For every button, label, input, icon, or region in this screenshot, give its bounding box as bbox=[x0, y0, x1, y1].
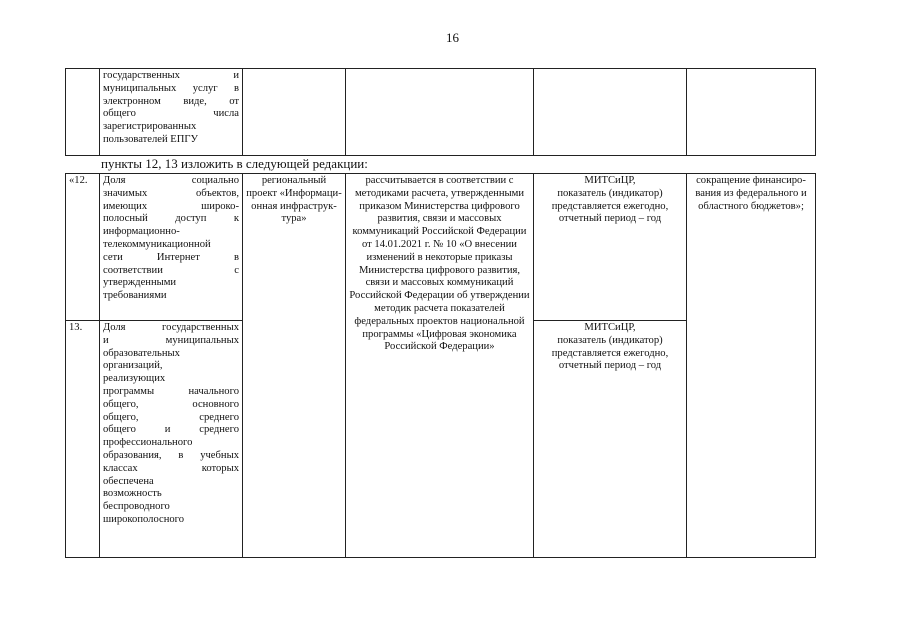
text-line: широкополосного bbox=[103, 513, 185, 525]
text-line: Доля социально bbox=[103, 175, 239, 186]
project-cell: региональный проект «Информаци-онная инфраструк-тура» bbox=[243, 174, 346, 558]
text-line: общего, среднего bbox=[103, 411, 239, 423]
table-continuation bbox=[65, 68, 816, 156]
text-line: общего числа bbox=[103, 108, 239, 120]
text-line: организаций, bbox=[103, 360, 163, 372]
text-line: информационно- bbox=[103, 226, 180, 238]
text-line: классах которых bbox=[103, 462, 239, 474]
text-line: требованиями bbox=[103, 290, 167, 302]
text-line: и муниципальных bbox=[103, 334, 239, 346]
text-line: значимых объектов, bbox=[103, 187, 239, 199]
text-line: утвержденными bbox=[103, 277, 177, 289]
frequency-text: показатель (индикатор) представляется ежегодно, отчетный период – год bbox=[551, 187, 669, 225]
responsible-org: МИТСиЦР, bbox=[584, 322, 636, 333]
cell-indicator bbox=[100, 69, 243, 156]
indicator-cell bbox=[100, 174, 243, 321]
text-line: реализующих bbox=[103, 373, 166, 385]
text-line: полосный доступ к bbox=[103, 213, 239, 225]
text-line: государственных и bbox=[103, 70, 239, 81]
text-line: имеющих широко- bbox=[103, 200, 239, 212]
text-line: сети Интернет в bbox=[103, 251, 239, 263]
indicators-table bbox=[65, 173, 816, 558]
row-number: «12. bbox=[66, 174, 100, 321]
cell-number bbox=[66, 69, 100, 156]
note-cell: сокращение финансиро-вания из федерального и областного бюджетов»; bbox=[687, 174, 816, 558]
indicator-cell bbox=[100, 321, 243, 558]
page-number: 16 bbox=[446, 30, 459, 45]
text-line: возможность bbox=[103, 488, 162, 500]
text-line: беспроводного bbox=[103, 501, 170, 513]
text-line: пользователей ЕПГУ bbox=[103, 133, 199, 145]
cell-note bbox=[687, 69, 816, 156]
frequency-text: показатель (индикатор) представляется ежегодно, отчетный период – год bbox=[551, 334, 669, 372]
cell-responsible bbox=[534, 69, 687, 156]
text-line: муниципальных услуг в bbox=[103, 82, 239, 94]
table-row bbox=[66, 174, 816, 321]
responsible-cell bbox=[534, 174, 687, 321]
text-line: обеспечена bbox=[103, 475, 154, 487]
text-line: телекоммуникационной bbox=[103, 238, 211, 250]
text-line: соответствии с bbox=[103, 264, 239, 276]
text-line: электронном виде, от bbox=[103, 95, 239, 107]
cell-method bbox=[346, 69, 534, 156]
text-line: программы начального bbox=[103, 385, 239, 397]
text-line: образовательных bbox=[103, 347, 180, 359]
responsible-cell bbox=[534, 321, 687, 558]
method-cell: рассчитывается в соответствии с методиками расчета, утвержденными приказом Министерства цифрового развития, связи и массовых коммуникаций Российской Федерации от 14.01.2021 г. № 10 «О внесении изменений в некоторые приказы Министерства цифрового развития, связи и массовых коммуникаций Российской Федерации об утверждении методик расчета показателей федеральных проектов национальной программы «Цифровая экономика Российской Федерации» bbox=[346, 174, 534, 558]
amendment-instruction: пункты 12, 13 изложить в следующей редакции: bbox=[101, 156, 368, 171]
row-number: 13. bbox=[66, 321, 100, 558]
text-line: Доля государственных bbox=[103, 322, 239, 333]
text-line: образования, в учебных bbox=[103, 449, 239, 461]
responsible-org: МИТСиЦР, bbox=[584, 175, 636, 186]
text-line: зарегистрированных bbox=[103, 121, 197, 133]
table-row bbox=[66, 69, 816, 156]
text-line: профессионального bbox=[103, 437, 193, 449]
cell-project bbox=[243, 69, 346, 156]
text-line: общего, основного bbox=[103, 398, 239, 410]
text-line: общего и среднего bbox=[103, 424, 239, 436]
